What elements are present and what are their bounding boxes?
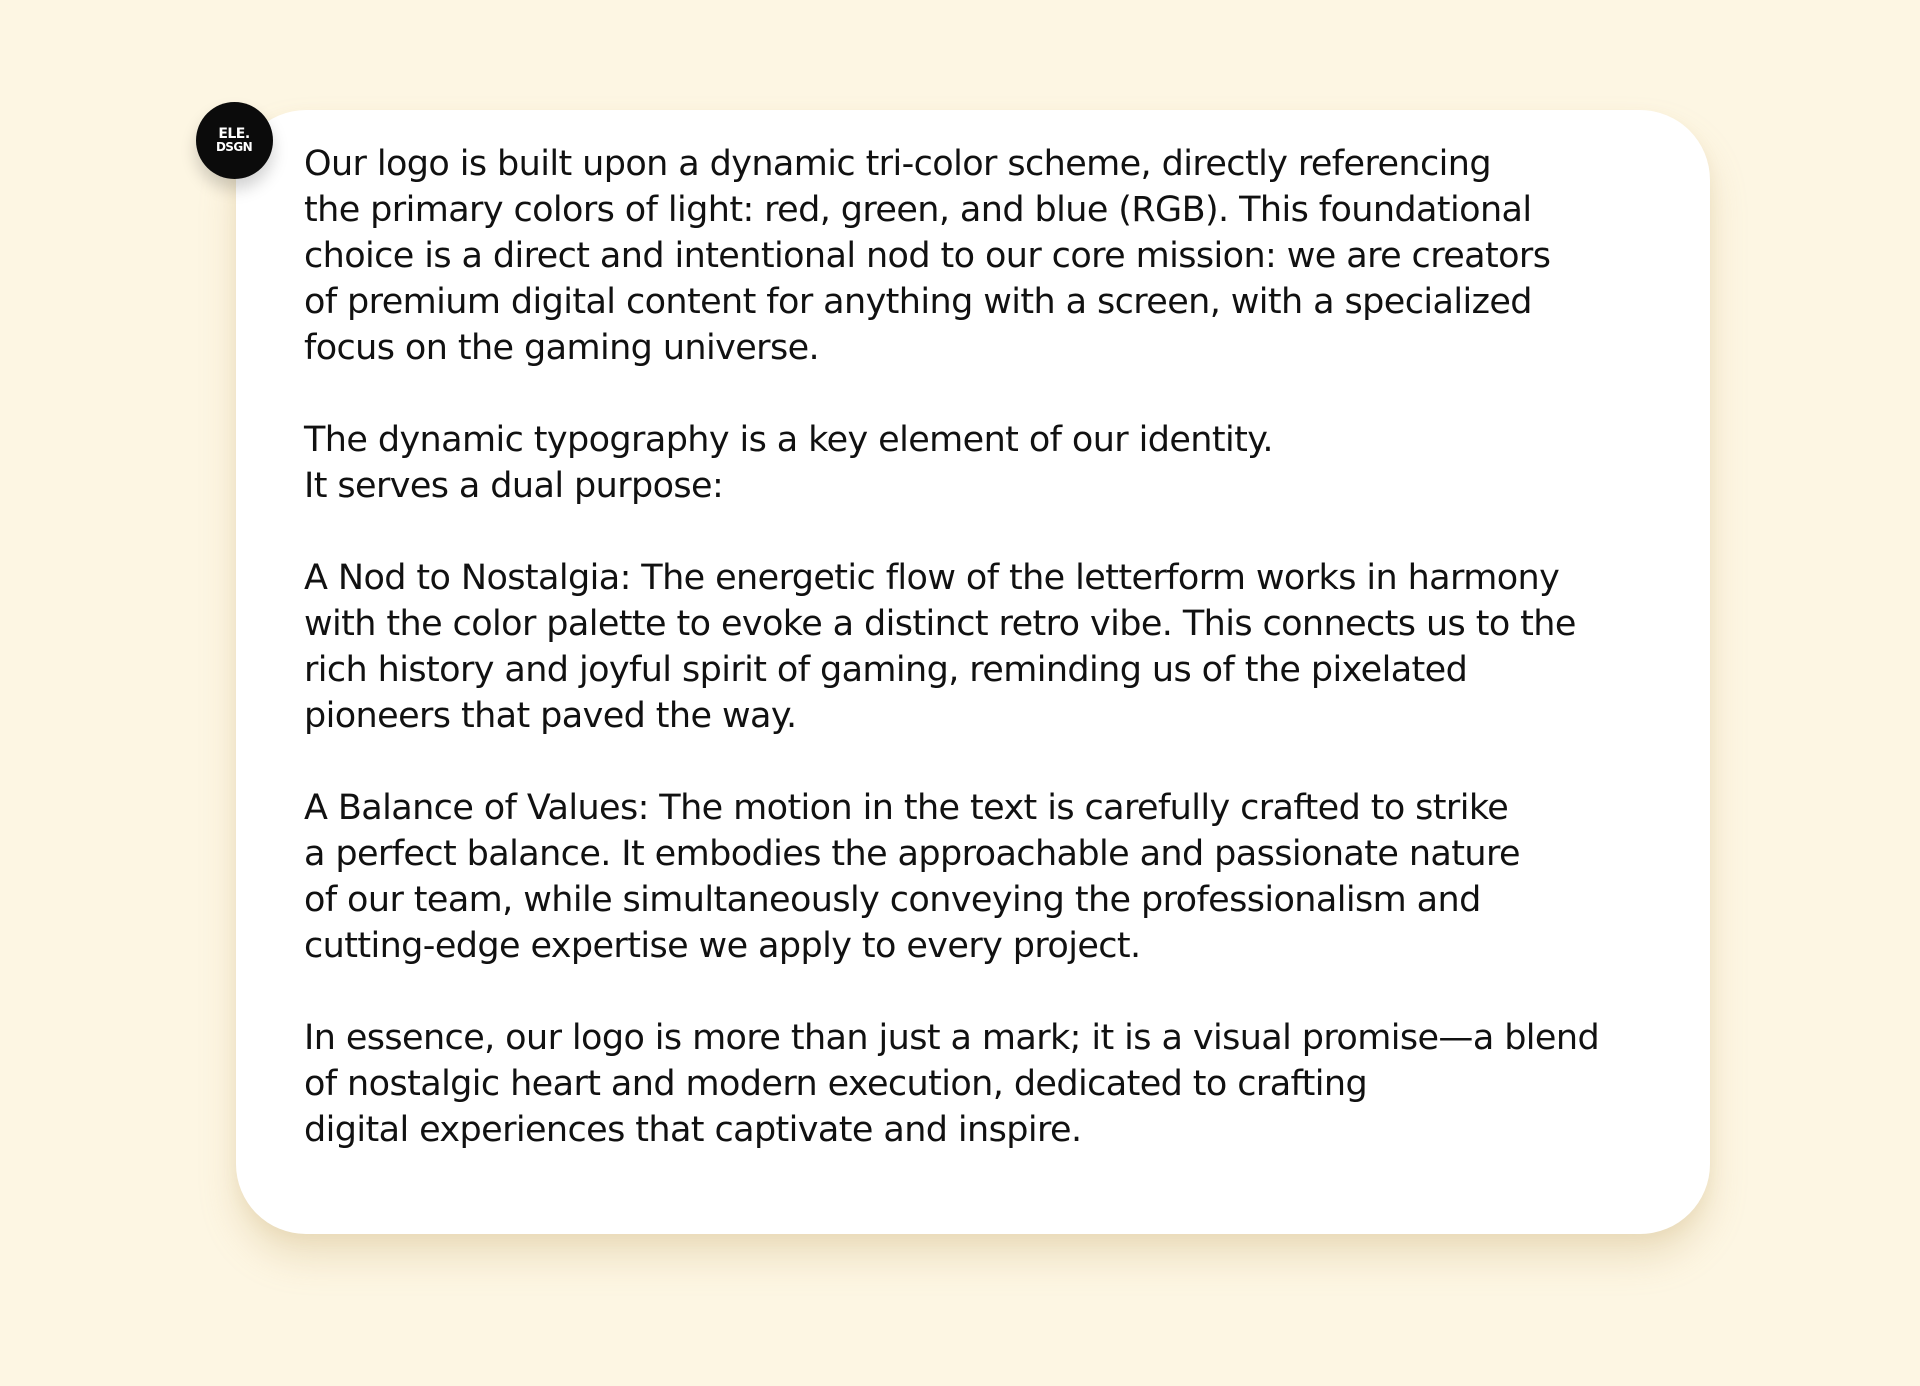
paragraph-nostalgia: [304, 555, 1644, 739]
paragraph-essence: [304, 1015, 1644, 1153]
brand-logo-line2: DSGN: [215, 139, 252, 154]
text-line: Our logo is built upon a dynamic tri-color scheme, directly referencing: [304, 144, 1491, 184]
body-text: [304, 141, 1644, 1153]
brand-logo-icon: [196, 102, 273, 179]
text-line: with the color palette to evoke a distinct retro vibe. This connects us to the: [304, 604, 1576, 644]
text-line: of our team, while simultaneously conveying the professionalism and: [304, 880, 1481, 920]
text-line: It serves a dual purpose:: [304, 466, 724, 506]
paragraph-typography: [304, 417, 1644, 509]
text-line: choice is a direct and intentional nod to our core mission: we are creators: [304, 236, 1551, 276]
text-line: of premium digital content for anything with a screen, with a specialized: [304, 282, 1532, 322]
paragraph-balance: [304, 785, 1644, 969]
text-line: cutting-edge expertise we apply to every project.: [304, 926, 1141, 966]
brand-logo-line1: ELE.: [217, 125, 250, 142]
text-line: The dynamic typography is a key element of our identity.: [304, 420, 1273, 460]
text-line: focus on the gaming universe.: [304, 328, 820, 368]
text-line: A Nod to Nostalgia: The energetic flow of the letterform works in harmony: [304, 558, 1560, 598]
paragraph-logo-scheme: [304, 141, 1644, 371]
text-line: the primary colors of light: red, green, and blue (RGB). This foundational: [304, 190, 1532, 230]
text-line: A Balance of Values: The motion in the text is carefully crafted to strike: [304, 788, 1509, 828]
brand-logo-mark: [207, 121, 263, 161]
text-line: pioneers that paved the way.: [304, 696, 797, 736]
text-line: a perfect balance. It embodies the approachable and passionate nature: [304, 834, 1520, 874]
text-line: digital experiences that captivate and inspire.: [304, 1110, 1082, 1150]
text-line: of nostalgic heart and modern execution, dedicated to crafting: [304, 1064, 1368, 1104]
text-line: rich history and joyful spirit of gaming, reminding us of the pixelated: [304, 650, 1468, 690]
text-line: In essence, our logo is more than just a mark; it is a visual promise—a blend: [304, 1018, 1600, 1058]
